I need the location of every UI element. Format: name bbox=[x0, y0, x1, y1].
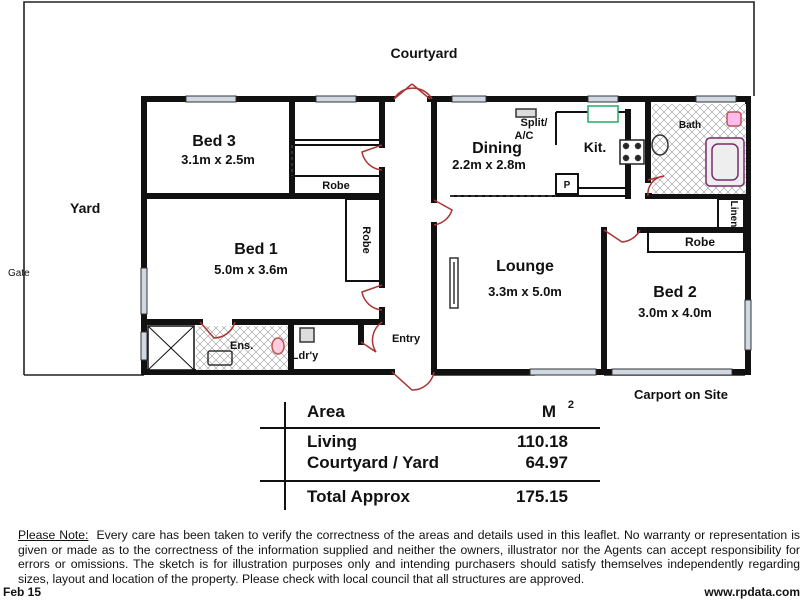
label-bed2: Bed 2 bbox=[653, 284, 697, 301]
basin-icon bbox=[727, 112, 741, 126]
label-bath: Bath bbox=[678, 120, 702, 131]
area-row-label: Living bbox=[307, 432, 358, 451]
label-kitchen: Kit. bbox=[583, 139, 607, 155]
area-row-living bbox=[260, 432, 600, 453]
label-gate: Gate bbox=[8, 268, 30, 279]
label-bed1-size: 5.0m x 3.6m bbox=[214, 262, 288, 277]
label-lounge: Lounge bbox=[496, 258, 554, 275]
label-entry: Entry bbox=[391, 333, 421, 345]
note-text: Every care has been taken to verify the correctness of the areas and details used in this leaflet. No warranty or representation is given or made as to the correctness of the information supplied and neither the owners, illustrator nor the Agents can accept responsibility for errors or omissions. The sketch is for illustration purposes only and intending purchasers should satisfy themselves independently regarding sizes, layout and location of the property. Please check with local council that all structures are approved. bbox=[18, 528, 800, 586]
label-bed3-size: 3.1m x 2.5m bbox=[181, 152, 255, 167]
area-header-unit-sup: 2 bbox=[567, 399, 574, 411]
label-robe-bed1: Robe bbox=[360, 226, 372, 254]
label-ldry: Ldr'y bbox=[291, 350, 319, 362]
label-courtyard: Courtyard bbox=[390, 45, 458, 61]
area-row-value: 110.18 bbox=[516, 432, 568, 451]
note-heading: Please Note: bbox=[18, 528, 89, 542]
label-lounge-size: 3.3m x 5.0m bbox=[488, 284, 562, 299]
area-table-rule-bottom bbox=[260, 480, 600, 482]
area-header-unit: M bbox=[541, 402, 556, 421]
footer-date: Feb 15 bbox=[3, 585, 44, 599]
disclaimer-note bbox=[18, 528, 800, 586]
label-linen: Linen bbox=[728, 200, 739, 228]
area-row-value: 64.97 bbox=[525, 453, 568, 472]
footer-website[interactable]: www.rpdata.com bbox=[701, 585, 800, 599]
area-row-courtyard bbox=[260, 453, 600, 474]
area-table-rule-top bbox=[260, 427, 600, 429]
label-dining-size: 2.2m x 2.8m bbox=[452, 157, 526, 172]
area-row-total bbox=[260, 487, 600, 508]
label-robe-bed2: Robe bbox=[685, 235, 715, 249]
area-total-value: 175.15 bbox=[516, 487, 568, 506]
laundry-tub-icon bbox=[300, 328, 314, 342]
split-ac-icon bbox=[516, 109, 536, 117]
label-bed2-size: 3.0m x 4.0m bbox=[638, 305, 712, 320]
sink-icon bbox=[588, 106, 618, 122]
label-bed3: Bed 3 bbox=[192, 133, 236, 150]
label-ens: Ens. bbox=[230, 340, 254, 352]
label-carport: Carport on Site bbox=[634, 387, 728, 402]
label-robe-bed3: Robe bbox=[322, 180, 350, 192]
area-total-label: Total Approx bbox=[307, 487, 410, 506]
label-yard: Yard bbox=[70, 200, 101, 216]
area-table bbox=[260, 399, 600, 506]
area-header-label: Area bbox=[307, 402, 345, 421]
label-split-ac-1: Split/ bbox=[520, 117, 548, 129]
label-dining: Dining bbox=[472, 140, 522, 157]
area-row-label: Courtyard / Yard bbox=[307, 453, 439, 472]
label-split-ac-2: A/C bbox=[514, 130, 534, 142]
ens-toilet-icon bbox=[272, 338, 284, 354]
label-pantry: P bbox=[563, 180, 571, 191]
label-bed1: Bed 1 bbox=[234, 241, 278, 258]
cooktop-icon bbox=[620, 140, 644, 164]
area-table-header bbox=[260, 399, 600, 423]
